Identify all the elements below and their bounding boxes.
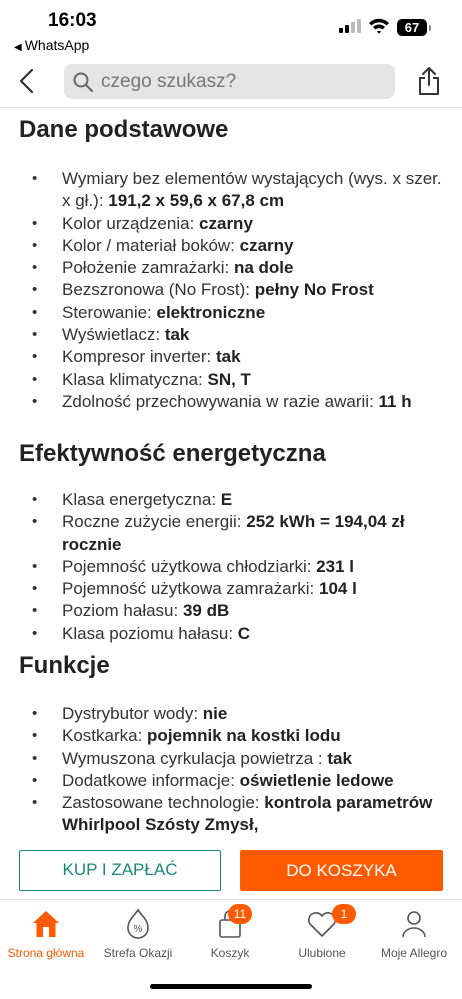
- list-item: • Klasa klimatyczna: SN, T: [0, 369, 462, 391]
- wifi-icon: [368, 17, 390, 34]
- purchase-actions: [0, 843, 462, 899]
- section-title-basic: Dane podstawowe: [19, 116, 229, 143]
- list-item: • Wymiary bez elementów wystających (wys. x szer. x gł.): 191,2 x 59,6 x 67,8 cm: [0, 168, 462, 213]
- list-item: • Pojemność użytkowa chłodziarki: 231 l: [0, 556, 462, 578]
- tab-account[interactable]: [368, 908, 460, 968]
- list-item: • Wymuszona cyrkulacja powietrza : tak: [0, 748, 462, 770]
- back-to-app-link[interactable]: [14, 37, 89, 53]
- list-item: • Kolor / materiał boków: czarny: [0, 235, 462, 257]
- tab-home[interactable]: [0, 908, 92, 968]
- back-arrow-icon[interactable]: [14, 66, 42, 96]
- percent-tag-icon: [122, 908, 154, 940]
- spec-list-functions: [0, 703, 462, 837]
- list-item: • Kostkarka: pojemnik na kostki lodu: [0, 725, 462, 747]
- list-item: • Dodatkowe informacje: oświetlenie ledowe: [0, 770, 462, 792]
- buy-now-button[interactable]: KUP I ZAPŁAĆ: [19, 850, 221, 891]
- home-icon: [30, 908, 62, 940]
- favorites-badge: 1: [332, 904, 356, 924]
- tab-favorites-label: Ulubione: [298, 946, 346, 960]
- list-item: • Dystrybutor wody: nie: [0, 703, 462, 725]
- list-item: • Zdolność przechowywania w razie awarii: 11 h: [0, 391, 462, 413]
- list-item: • Kompresor inverter: tak: [0, 346, 462, 368]
- product-spec-content: [0, 110, 462, 840]
- battery-indicator: 67: [397, 19, 427, 36]
- tab-cart[interactable]: [184, 908, 276, 968]
- cart-badge: 11: [228, 904, 252, 924]
- home-indicator: [150, 984, 312, 989]
- list-item: • Zastosowane technologie: kontrola parametrów Whirlpool Szósty Zmysł,: [0, 792, 462, 837]
- list-item: • Bezszronowa (No Frost): pełny No Frost: [0, 279, 462, 301]
- section-title-energy: Efektywność energetyczna: [19, 440, 326, 467]
- share-icon[interactable]: [417, 66, 441, 96]
- tab-deals-label: Strefa Okazji: [103, 946, 173, 960]
- list-item: • Sterowanie: elektroniczne: [0, 302, 462, 324]
- back-app-label: WhatsApp: [24, 37, 90, 53]
- section-title-functions: Funkcje: [19, 652, 110, 679]
- list-item: • Wyświetlacz: tak: [0, 324, 462, 346]
- list-item: • Kolor urządzenia: czarny: [0, 213, 462, 235]
- clock: 16:03: [48, 10, 97, 31]
- add-to-cart-button[interactable]: DO KOSZYKA: [240, 850, 443, 891]
- search-placeholder: czego szukasz?: [101, 71, 237, 92]
- back-triangle-icon: ◀: [14, 42, 22, 53]
- tab-deals[interactable]: [92, 908, 184, 968]
- list-item: • Położenie zamrażarki: na dole: [0, 257, 462, 279]
- list-item: • Poziom hałasu: 39 dB: [0, 600, 462, 622]
- svg-text:%: %: [133, 924, 143, 935]
- top-bar: [0, 58, 462, 108]
- search-icon: [72, 71, 94, 93]
- list-item: • Pojemność użytkowa zamrażarki: 104 l: [0, 578, 462, 600]
- cellular-signal-icon: [339, 19, 361, 33]
- tab-cart-label: Koszyk: [210, 946, 250, 960]
- list-item: • Klasa poziomu hałasu: C: [0, 623, 462, 645]
- search-input[interactable]: [64, 64, 395, 99]
- spec-list-energy: [0, 489, 462, 645]
- user-icon: [398, 908, 430, 940]
- tab-favorites[interactable]: [276, 908, 368, 968]
- list-item: • Roczne zużycie energii: 252 kWh = 194,04 zł rocznie: [0, 511, 462, 556]
- tab-account-label: Moje Allegro: [380, 946, 448, 960]
- spec-list-basic: [0, 168, 462, 413]
- tab-home-label: Strona główna: [7, 946, 85, 960]
- list-item: • Klasa energetyczna: E: [0, 489, 462, 511]
- status-bar: [0, 0, 462, 58]
